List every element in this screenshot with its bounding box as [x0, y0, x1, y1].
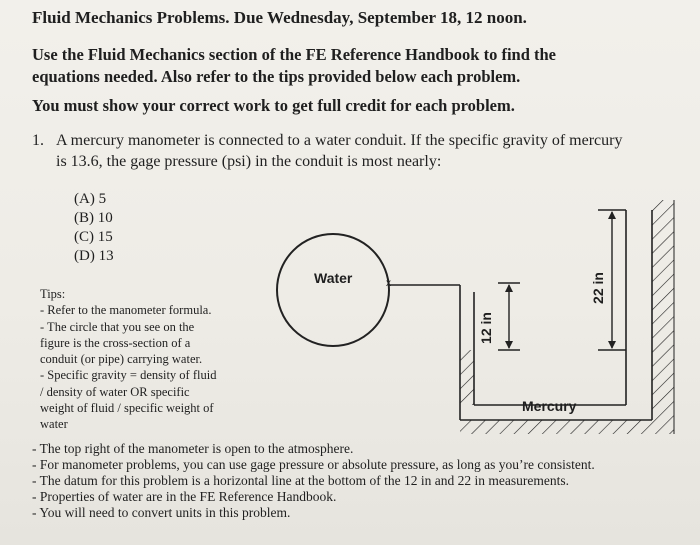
instructions-line-2: equations needed. Also refer to the tips provided below each problem. — [32, 67, 521, 86]
mercury-label: Mercury — [522, 398, 577, 414]
tip-line: / density of water OR specific — [40, 384, 190, 399]
tip-line: water — [40, 417, 68, 432]
water-label: Water — [314, 270, 353, 286]
problem-text-line-1: A mercury manometer is connected to a water conduit. If the specific gravity of mercury — [56, 132, 623, 149]
problem-text-line-2: is 13.6, the gage pressure (psi) in the conduit is most nearly: — [56, 153, 442, 170]
work-note: You must show your correct work to get full credit for each problem. — [32, 96, 515, 115]
tip-line: conduit (or pipe) carrying water. — [40, 352, 203, 367]
bottom-hatch — [460, 420, 652, 434]
dimension-12-label: 12 in — [477, 312, 494, 344]
tip-line: - Refer to the manometer formula. — [40, 303, 212, 318]
conduit-circle — [277, 234, 389, 346]
instructions-line-1: Use the Fluid Mechanics section of the FE Reference Handbook to find the — [32, 45, 556, 64]
right-leg-hatch — [652, 200, 674, 434]
dimension-22-label: 22 in — [589, 272, 606, 304]
dim-22-arrow-down — [608, 341, 616, 349]
tip-line: - Specific gravity = density of fluid — [40, 368, 217, 383]
tip-line: - The datum for this problem is a horizontal line at the bottom of the 12 in and 22 in measurements. — [32, 473, 570, 488]
choice-c: (C) 15 — [74, 229, 113, 245]
tip-line: - The circle that you see on the — [40, 319, 195, 334]
tip-line: figure is the cross-section of a — [40, 335, 191, 350]
tip-line: weight of fluid / specific weight of — [40, 401, 214, 416]
dim-12-arrow-down — [505, 341, 513, 349]
tip-line: - Properties of water are in the FE Reference Handbook. — [32, 489, 337, 504]
connection-point-mark: x — [386, 278, 391, 289]
tip-line: - You will need to convert units in this problem. — [32, 505, 291, 520]
choice-b: (B) 10 — [74, 210, 113, 226]
tip-line: - The top right of the manometer is open to the atmosphere. — [32, 441, 354, 456]
tips-heading: Tips: — [40, 287, 66, 301]
tip-line: - For manometer problems, you can use gage pressure or absolute pressure, as long as you’re consistent. — [32, 457, 595, 472]
page-title: Fluid Mechanics Problems. Due Wednesday, September 18, 12 noon. — [32, 8, 527, 27]
choice-a: (A) 5 — [74, 191, 107, 207]
problem-number: 1. — [32, 132, 44, 149]
dim-22-arrow-up — [608, 211, 616, 219]
choice-d: (D) 13 — [74, 248, 114, 264]
dim-12-arrow-up — [505, 284, 513, 292]
left-leg-hatch — [460, 350, 474, 405]
